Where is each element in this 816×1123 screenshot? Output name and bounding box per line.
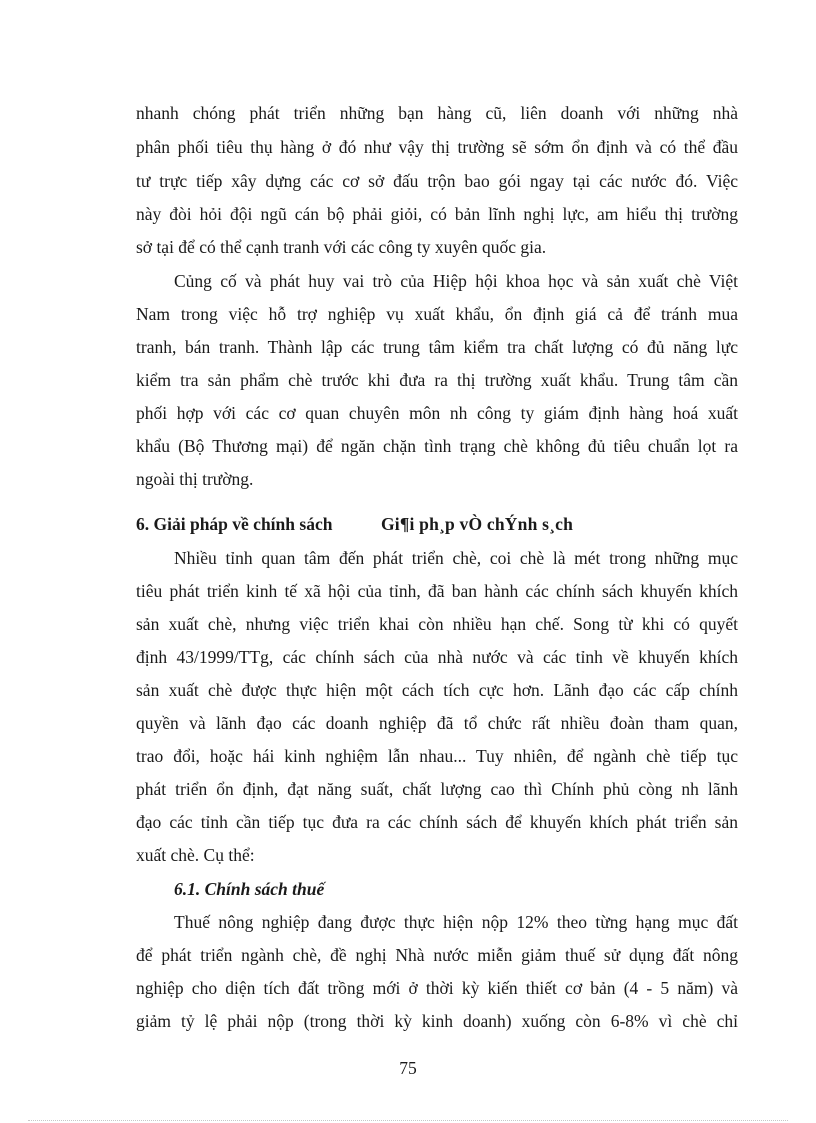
text-line: này đòi hỏi đội ngũ cán bộ phải giỏi, có bản lĩnh nghị lực, am hiểu thị trường bbox=[136, 204, 738, 224]
subsection-heading bbox=[0, 874, 816, 904]
text-line: sở tại để có thể cạnh tranh với các công ty xuyên quốc gia. bbox=[136, 237, 547, 257]
text-line: định 43/1999/TTg, các chính sách của nhà nước và các tỉnh về khuyến khích bbox=[136, 647, 738, 667]
text-line: tiêu phát triển kinh tế xã hội của tỉnh, đã ban hành các chính sách khuyến khích bbox=[136, 581, 738, 601]
text-line: xuất chè. Cụ thể: bbox=[136, 845, 255, 865]
text-line: Nam trong việc hỗ trợ nghiệp vụ xuất khẩu, ổn định giá cả để tránh mua bbox=[136, 304, 738, 324]
page-boundary-divider bbox=[28, 1120, 788, 1121]
text-line: Thuế nông nghiệp đang được thực hiện nộp 12% theo từng hạng mục đất bbox=[174, 912, 738, 932]
section-heading-text: 6. Giải pháp về chính sách bbox=[136, 514, 333, 534]
text-line: tư trực tiếp xây dựng các cơ sở đấu trộn bao gói ngay tại các nước đó. Việc bbox=[136, 171, 738, 191]
subsection-heading-text: 6.1. Chính sách thuế bbox=[174, 879, 325, 899]
text-line: sản xuất chè được thực hiện một cách tích cực hơn. Lãnh đạo các cấp chính bbox=[136, 680, 738, 700]
text-line: kiểm tra sản phẩm chè trước khi đưa ra thị trường xuất khẩu. Trung tâm cần bbox=[136, 370, 738, 390]
text-line: sản xuất chè, nhưng việc triển khai còn nhiều hạn chế. Song từ khi có quyết bbox=[136, 614, 738, 634]
text-line: quyền và lãnh đạo các doanh nghiệp đã tổ chức rất nhiều đoàn tham quan, bbox=[136, 713, 738, 733]
text-line: phối hợp với các cơ quan chuyên môn nh công ty giám định hàng hoá xuất bbox=[136, 403, 738, 423]
text-line: Nhiều tỉnh quan tâm đến phát triển chè, coi chè là mét trong những mục bbox=[174, 548, 738, 568]
text-line: phát triển ổn định, đạt năng suất, chất lượng cao thì Chính phủ còng nh lãnh bbox=[136, 779, 738, 799]
text-line: khẩu (Bộ Thương mại) để ngăn chặn tình trạng chè không đủ tiêu chuẩn lọt ra bbox=[136, 436, 738, 456]
section-heading-garbled-text: Gi¶i ph¸p vÒ chÝnh s¸ch bbox=[381, 514, 574, 534]
text-line: tranh, bán tranh. Thành lập các trung tâm kiểm tra chất lượng có đủ năng lực bbox=[136, 337, 738, 357]
text-line: phân phối tiêu thụ hàng ở đó như vậy thị trường sẽ sớm ổn định và có thể đầu bbox=[136, 137, 738, 157]
text-line: ngoài thị trường. bbox=[136, 469, 254, 489]
text-line: nghiệp cho diện tích đất trồng mới ở thời kỳ kiến thiết cơ bản (4 - 5 năm) và bbox=[136, 978, 738, 998]
text-line: nhanh chóng phát triển những bạn hàng cũ, liên doanh với những nhà bbox=[136, 103, 738, 123]
text-line: đạo các tỉnh cần tiếp tục đưa ra các chính sách để khuyến khích phát triển sản bbox=[136, 812, 738, 832]
text-line: trao đổi, hoặc hái kinh nghiệm lẫn nhau... Tuy nhiên, để ngành chè tiếp tục bbox=[136, 746, 738, 766]
text-line: để phát triển ngành chè, đề nghị Nhà nước miễn giảm thuế sử dụng đất nông bbox=[136, 945, 738, 965]
section-heading bbox=[0, 509, 816, 539]
text-line: giảm tỷ lệ phải nộp (trong thời kỳ kinh doanh) xuống còn 6-8% vì chè chỉ bbox=[136, 1011, 738, 1031]
page-number: 75 bbox=[399, 1058, 417, 1078]
text-line: Củng cố và phát huy vai trò của Hiệp hội khoa học và sản xuất chè Việt bbox=[174, 271, 738, 291]
